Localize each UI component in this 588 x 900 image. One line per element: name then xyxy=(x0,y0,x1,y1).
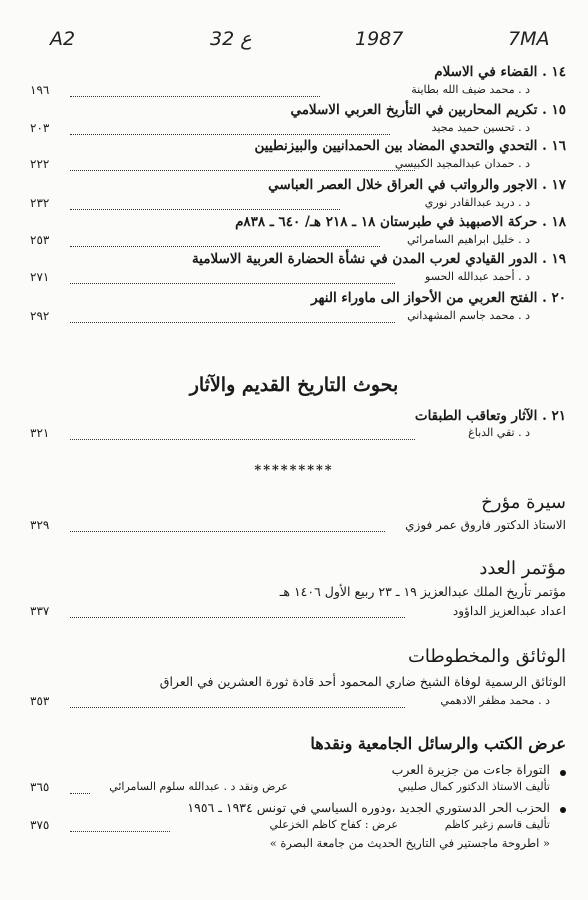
entry-author: د . خليل ابراهيم السامرائي xyxy=(407,233,530,246)
entry-author: د . تحسين حميد مجيد xyxy=(431,121,530,134)
entry-title xyxy=(434,64,566,80)
entry-author: د . حمدان عبدالمجيد الكبيسي xyxy=(394,157,530,170)
page-number: ٣٥٣ xyxy=(30,694,50,708)
review-book-author: تأليف قاسم زغير كاظم xyxy=(444,818,550,831)
page-number: ٣٧٥ xyxy=(30,818,50,832)
handwritten-mark-left: A2 xyxy=(50,28,76,50)
dot-leader xyxy=(70,531,385,532)
dot-leader xyxy=(70,134,390,135)
review-reviewer: عرض ونقد د . عبدالله سلوم السامرائي xyxy=(109,780,288,793)
section-divider: ********* xyxy=(254,463,334,478)
entry-title-text: الفتح العربي من الأحواز الى ماوراء النهر xyxy=(311,290,538,306)
entry-author: د . محمد جاسم المشهداني xyxy=(407,309,530,322)
section-heading-reviews: عرض الكتب والرسائل الجامعية ونقدها xyxy=(310,734,566,753)
entry-number: ١٨ . xyxy=(542,214,566,230)
handwritten-mark-right: 7MA xyxy=(508,28,550,50)
entry-title-text: القضاء في الاسلام xyxy=(434,64,538,80)
page-number: ٣٢١ xyxy=(30,426,50,440)
dot-leader xyxy=(70,831,170,832)
review-reviewer: عرض : كفاح كاظم الخزعلي xyxy=(269,818,398,831)
entry-author: د . محمد ضيف الله بطاينة xyxy=(411,83,530,96)
page-number: ٢٧١ xyxy=(30,270,50,284)
entry-number: ١٧ . xyxy=(542,177,566,193)
bullet-icon xyxy=(560,770,566,776)
dot-leader xyxy=(70,793,90,794)
section-heading-ancient-history: بحوث التاريخ القديم والآثار xyxy=(189,374,399,396)
review-book-title: التوراة جاءت من جزيرة العرب xyxy=(391,762,550,777)
biography-subject: الاستاذ الدكتور فاروق عمر فوزي xyxy=(405,518,566,532)
entry-title xyxy=(268,177,566,193)
conference-editor: اعداد عبدالعزيز الداؤود xyxy=(452,604,566,618)
dot-leader xyxy=(70,617,405,618)
entry-author: د . دريد عبدالقادر نوري xyxy=(424,196,530,209)
section-heading-conference: مؤتمر العدد xyxy=(479,558,566,579)
review-thesis-note: « اطروحة ماجستير في التاريخ الحديث من جامعة البصرة » xyxy=(269,836,550,850)
entry-title-text: الدور القيادي لعرب المدن في نشأة الحضارة العربية الاسلامية xyxy=(191,251,538,267)
dot-leader xyxy=(70,707,405,708)
page-number: ٣٢٩ xyxy=(30,518,50,532)
entry-title-text: التحدي والتحدي المضاد بين الحمدانيين والبيزنطيين xyxy=(254,138,538,154)
page-number: ٢٣٢ xyxy=(30,196,50,210)
handwritten-mark-year: 1987 xyxy=(355,28,404,50)
page-number: ٢٩٢ xyxy=(30,309,50,323)
review-book-title: الحزب الحر الدستوري الجديد ،ودوره السياسي في تونس ١٩٣٤ ـ ١٩٥٦ xyxy=(187,800,550,815)
section-heading-biography: سيرة مؤرخ xyxy=(481,492,566,513)
bullet-icon xyxy=(560,807,566,813)
entry-title xyxy=(235,214,566,230)
document-author: د . محمد مظفر الادهمي xyxy=(440,694,550,707)
review-book-author: تأليف الاستاذ الدكتور كمال صليبي xyxy=(397,780,550,793)
entry-number: ٢٠ . xyxy=(542,290,566,306)
entry-title: ٢١ . الآثار وتعاقب الطبقات xyxy=(414,408,566,424)
page-number: ١٩٦ xyxy=(30,83,50,97)
page-number: ٢٢٢ xyxy=(30,157,50,171)
dot-leader xyxy=(70,439,415,440)
dot-leader xyxy=(70,246,380,247)
entry-title-text: تكريم المحاربين في التأريخ العربي الاسلامي xyxy=(290,102,538,118)
entry-number: ١٩ . xyxy=(542,251,566,267)
entry-title-text: الاجور والرواتب في العراق خلال العصر العباسي xyxy=(268,177,538,193)
dot-leader xyxy=(70,322,395,323)
entry-author: د . تقي الدباغ xyxy=(468,426,530,439)
section-heading-documents: الوثائق والمخطوطات xyxy=(407,646,566,667)
entry-author: د . أحمد عبدالله الحسو xyxy=(425,270,530,283)
entry-title xyxy=(255,138,567,154)
page-number: ٢٠٣ xyxy=(30,121,50,135)
page-number: ٣٣٧ xyxy=(30,604,50,618)
dot-leader xyxy=(70,96,320,97)
dot-leader xyxy=(70,209,340,210)
dot-leader xyxy=(70,283,395,284)
entry-title xyxy=(192,251,566,267)
entry-number: ١٤ . xyxy=(542,64,566,80)
entry-number: ١٥ . xyxy=(542,102,566,118)
entry-title xyxy=(311,290,566,306)
entry-title-text: حركة الاصبهبذ في طبرستان ١٨ ـ ٢١٨ هـ/ ٦٤٠ ـ ٨٣٨م xyxy=(235,214,538,230)
entry-number: ١٦ . xyxy=(542,138,566,154)
handwritten-mark-issue: 32 ع xyxy=(210,28,252,50)
page-number: ٢٥٣ xyxy=(30,233,50,247)
document-title: الوثائق الرسمية لوفاة الشيخ ضاري المحمود أحد قادة ثورة العشرين في العراق xyxy=(159,674,566,689)
page-number: ٣٦٥ xyxy=(30,780,50,794)
conference-title: مؤتمر تأريخ الملك عبدالعزيز ١٩ ـ ٢٣ ربيع الأول ١٤٠٦ هـ xyxy=(279,584,566,599)
dot-leader xyxy=(70,170,415,171)
entry-title xyxy=(290,102,566,118)
